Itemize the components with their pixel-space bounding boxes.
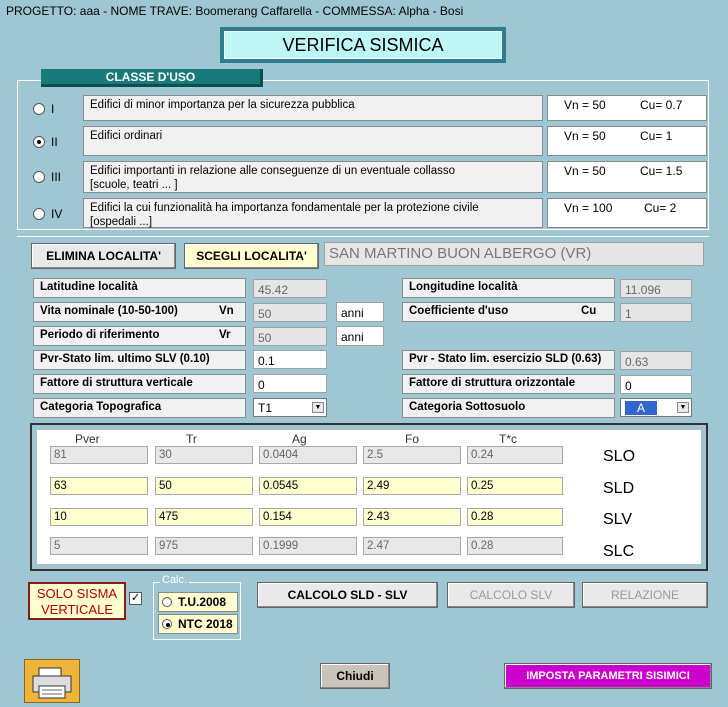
radio-icon[interactable] [33,208,45,220]
relazione-button[interactable]: RELAZIONE [582,582,708,608]
radio-icon[interactable] [33,171,45,183]
scegli-localita-button[interactable]: SCEGLI LOCALITA' [184,243,319,269]
classe-roman-2: II [51,135,58,149]
cu-4-text: Cu= 2 [644,201,677,215]
table-cell: 63 [50,477,148,495]
categoria-sottosuolo-select[interactable] [620,398,692,417]
table-cell: 10 [50,508,148,526]
table-cell: 2.49 [363,477,461,495]
radio-selected-icon[interactable] [162,619,172,629]
header-fo: Fo [405,432,420,446]
classe-radio-1[interactable] [33,102,54,116]
fattore-orizzontale-label: Fattore di struttura orizzontale [402,374,615,394]
localita-name-field: SAN MARTINO BUON ALBERGO (VR) [324,242,704,266]
classe-desc-3 [83,161,543,193]
tu2008-label: T.U.2008 [178,595,227,609]
limit-label: SLC [603,543,635,560]
latitudine-field: 45.42 [253,279,327,298]
cu-3-text: Cu= 1.5 [640,164,683,178]
classe-roman-1: I [51,102,55,116]
classe-desc-2-text: Edifici ordinari [90,130,163,142]
fattore-verticale-field[interactable]: 0 [253,374,327,393]
radio-icon[interactable] [162,597,172,607]
classe-desc-1-text: Edifici di minor importanza per la sicurezza pubblica [90,99,355,111]
fattore-verticale-label: Fattore di struttura verticale [33,374,246,394]
cu-symbol: Cu [581,305,597,317]
classe-vn-1 [547,95,707,121]
table-cell: 0.1999 [259,537,357,555]
printer-icon [25,660,81,704]
longitudine-label: Longitudine località [402,278,615,298]
pvr-sld-label: Pvr - Stato lim. esercizio SLD (0.63) [402,350,615,370]
table-cell: 475 [155,508,253,526]
classe-radio-3[interactable] [33,170,61,184]
cu-2-text: Cu= 1 [640,129,673,143]
topo-value: T1 [258,401,273,415]
solo-sisma-verticale-label [28,582,126,620]
tu2008-radio[interactable] [158,592,238,612]
periodo-riferimento-field: 50 [253,327,327,346]
table-cell: 2.5 [363,446,461,464]
classe-desc-3-text: Edifici importanti in relazione alle conseguenze di un eventuale collasso [90,165,456,177]
classe-roman-3: III [51,170,62,184]
classe-vn-4 [547,198,707,228]
table-cell: 0.0545 [259,477,357,495]
separator [17,236,709,237]
chevron-down-icon[interactable]: ▼ [677,402,689,413]
vn-1-text: Vn = 50 [564,98,606,112]
page-title: VERIFICA SISMICA [224,31,502,59]
table-cell: 2.43 [363,508,461,526]
periodo-riferimento-label [33,326,246,346]
vn-3-text: Vn = 50 [564,164,606,178]
calc-label: Calc. [162,574,188,586]
coeff-uso-text: Coefficiente d'uso [409,305,509,317]
header-tr: Tr [186,432,197,446]
table-cell: 50 [155,477,253,495]
imposta-parametri-button[interactable]: IMPOSTA PARAMETRI SISIMICI [504,663,712,689]
ntc2018-radio[interactable] [158,614,238,634]
vn-2-text: Vn = 50 [564,129,606,143]
vr-symbol: Vr [219,329,231,341]
cu-1-text: Cu= 0.7 [640,98,683,112]
table-cell: 81 [50,446,148,464]
vn-symbol: Vn [219,305,234,317]
classe-vn-3 [547,161,707,193]
longitudine-field: 11.096 [620,279,692,298]
latitudine-label: Latitudine località [33,278,246,298]
header-tc: T*c [499,432,517,446]
classe-desc-3-sub: [scuole, teatri ... ] [90,179,178,191]
table-cell: 30 [155,446,253,464]
limit-label: SLD [603,480,635,497]
calcolo-slv-button[interactable]: CALCOLO SLV [447,582,575,608]
header-pver: Pver [75,432,100,446]
calcolo-sld-slv-button[interactable]: CALCOLO SLD - SLV [257,582,438,608]
limit-label: SLO [603,448,636,465]
limit-label: SLV [603,511,633,528]
classe-desc-4 [83,198,543,228]
table-cell: 0.0404 [259,446,357,464]
coeff-uso-label [402,302,615,322]
coeff-uso-field: 1 [620,303,692,322]
classe-desc-1 [83,95,543,121]
vita-nominale-field[interactable]: 50 [253,303,327,322]
radio-icon[interactable] [33,103,45,115]
solo-sisma-line1: SOLO SISMA [36,586,118,601]
vita-nominale-label [33,302,246,322]
chiudi-button[interactable]: Chiudi [320,663,390,689]
table-cell: 0.154 [259,508,357,526]
pvr-slv-field[interactable]: 0.1 [253,350,327,369]
classe-vn-2 [547,126,707,156]
print-button[interactable] [24,659,80,703]
vn-4-text: Vn = 100 [564,201,613,215]
pvr-sld-field: 0.63 [620,351,692,370]
solo-sisma-line2: VERTICALE [40,602,113,617]
table-cell: 0.24 [467,446,563,464]
sotto-value: A [625,401,657,415]
chevron-down-icon[interactable]: ▼ [312,402,324,413]
window-title: PROGETTO: aaa - NOME TRAVE: Boomerang Caffarella - COMMESSA: Alpha - Bosi [0,0,728,22]
classe-roman-4: IV [51,207,63,221]
main-title-frame [220,27,506,63]
classe-radio-2[interactable] [33,135,58,149]
fattore-orizzontale-field[interactable]: 0 [620,375,692,394]
vn-unit: anni [336,302,384,322]
vr-unit: anni [336,326,384,346]
ntc2018-label: NTC 2018 [178,617,233,631]
table-cell: 0.25 [467,477,563,495]
table-cell: 975 [155,537,253,555]
categoria-sottosuolo-label: Categoria Sottosuolo [402,398,615,418]
classe-radio-4[interactable] [33,207,62,221]
table-cell: 2.47 [363,537,461,555]
solo-sisma-checkbox[interactable]: ✓ [130,592,141,604]
classe-uso-label: CLASSE D'USO [41,69,263,87]
categoria-topografica-select[interactable] [253,398,327,417]
table-cell: 5 [50,537,148,555]
classe-desc-4-sub: [ospedali ...] [90,216,153,228]
table-cell: 0.28 [467,508,563,526]
elimina-localita-button[interactable]: ELIMINA LOCALITA' [31,243,176,269]
radio-selected-icon[interactable] [33,136,45,148]
vita-nominale-text: Vita nominale (10-50-100) [40,305,178,317]
classe-desc-2 [83,126,543,156]
table-cell: 0.28 [467,537,563,555]
pvr-slv-label: Pvr-Stato lim. ultimo SLV (0.10) [33,350,246,370]
classe-desc-4-text: Edifici la cui funzionalità ha importanza fondamentale per la protezione civile [90,202,479,214]
categoria-topografica-label: Categoria Topografica [33,398,246,418]
header-ag: Ag [292,432,307,446]
periodo-riferimento-text: Periodo di riferimento [40,329,160,341]
